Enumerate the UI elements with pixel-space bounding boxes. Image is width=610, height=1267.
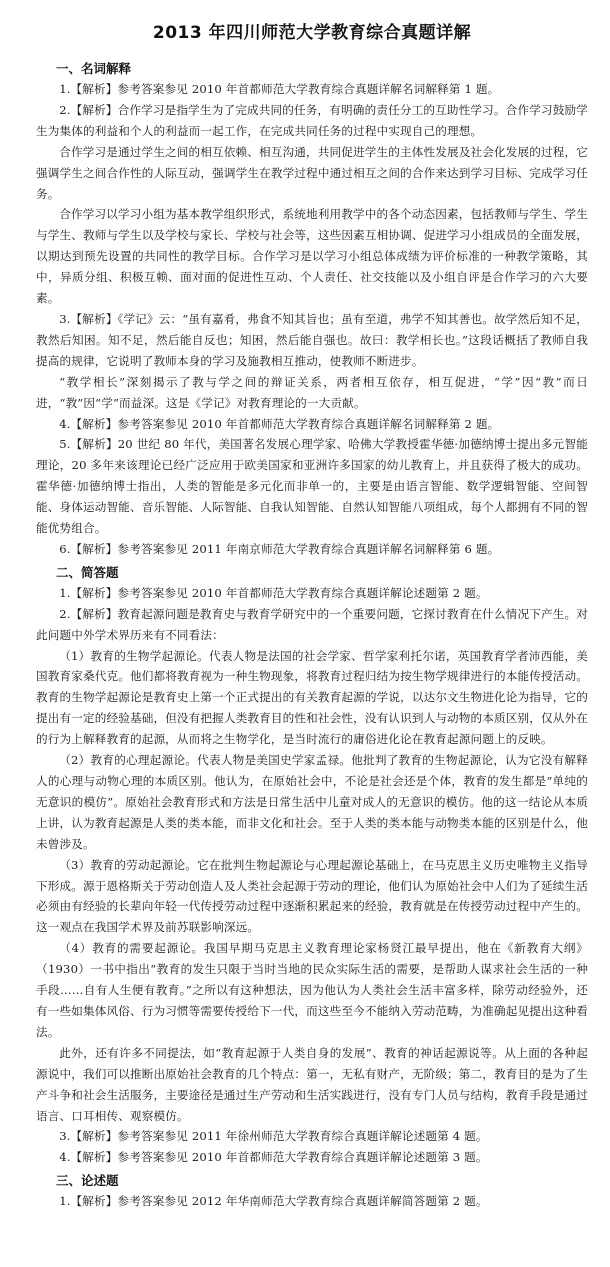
paragraph-text: 合作学习是指学生为了完成共同的任务，有明确的责任分工的互助性学习。合作学习鼓励学生为集体的利益和个人的利益而一起工作，在完成共同任务的过程中实现自己的理想。 xyxy=(36,102,588,138)
paragraph: 1.【解析】参考答案参见 2010 年首都师范大学教育综合真题详解名词解释第 1 题。 xyxy=(59,82,500,96)
paragraph-text: 《学记》云：“虽有嘉肴，弗食不知其旨也；虽有至道，弗学不知其善也。故学然后知不足，教然后知困。知不足，然后能自反也；知困，然后能自强也。故曰：教学相长也。”这段话概括了教师自我提高的规律，它说明了教师本身的学习及施教相互推动，使教师不断进步。 xyxy=(36,311,588,368)
paragraph: 4.【解析】参考答案参见 2010 年首都师范大学教育综合真题详解论述题第 3 题。 xyxy=(59,1150,488,1165)
paragraph: 4.【解析】参考答案参见 2010 年首都师范大学教育综合真题详解名词解释第 2 题。 xyxy=(59,416,500,431)
answer-label: 2.【解析】 xyxy=(59,102,118,117)
paragraph xyxy=(36,434,588,539)
paragraph-text: 教育起源问题是教育史与教育学研究中的一个重要问题，它探讨教育在什么情况下产生。对此问题中外学术界历来有不同看法： xyxy=(36,606,588,642)
answer-label: 3.【解析】 xyxy=(59,311,118,326)
paragraph xyxy=(36,100,588,142)
paragraph: 此外，还有许多不同提法，如“教育起源于人类自身的发展”、教育的神话起源说等。从上面的各种起源说中，我们可以推断出原始社会教育的几个特点：第一，无私有财产，无阶级；第二，教育目的是为了生产斗争和社会生活服务，主要途径是通过生产劳动和生活实践进行，没有专门人员与结构，教育手段是通过语言、口耳相传、观察模仿。 xyxy=(36,1045,588,1123)
paragraph: （2）教育的心理起源论。代表人物是美国史学家孟禄。他批判了教育的生物起源论，认为它没有解释人的心理与动物心理的本质区别。他认为，在原始社会中，不论是社会还是个体，教育的发生都是“单纯的无意识的模仿”。原始社会教育形式和方法是日常生活中儿童对成人的无意识的模仿。他的这一结论从本质上讲，认为教育起源是人类的类本能，而非文化和社会。至于人类的类本能与动物类本能的区别是什么，他未曾涉及。 xyxy=(36,753,588,851)
paragraph-text: 20 世纪 80 年代，美国著名发展心理学家、哈佛大学教授霍华德·加德纳博士提出多元智能理论，20 多年来该理论已经广泛应用于欧美国家和亚洲许多国家的幼儿教育上，并且获得了极大的成功。霍华德·加德纳博士指出，人类的智能是多元化而非单一的，主要是由语言智能、数学逻辑智能、空间智能、身体运动智能、音乐智能、人际智能、自我认知智能、自然认知智能八项组成，每个人都拥有不同的智能优势组合。 xyxy=(36,437,588,536)
section-heading-short-answer: 二、简答题 xyxy=(56,564,119,580)
paragraph xyxy=(36,309,588,372)
paragraph: （4）教育的需要起源论。我国早期马克思主义教育理论家杨贤江最早提出，他在《新教育大纲》（1930）一书中指出“教育的发生只限于当时当地的民众实际生活的需要，是帮助人谋求社会生活的一种手段……自有人生便有教育。”之所以有这种想法，因为他认为人类社会生活丰富多样，除劳动经验外，还有一些如集体风俗、行为习惯等需要传授给下一代，而这些至今不能纳入劳动范畴，为准确起见提出这种看法。 xyxy=(36,941,588,1039)
paragraph: 3.【解析】参考答案参见 2011 年徐州师范大学教育综合真题详解论述题第 4 题。 xyxy=(59,1129,488,1144)
paragraph xyxy=(36,604,588,646)
page-title: 2013 年四川师范大学教育综合真题详解 xyxy=(152,23,472,43)
paragraph: （1）教育的生物学起源论。代表人物是法国的社会学家、哲学家利托尔诺，英国教育学者沛西能，美国教育家桑代克。他们都将教育视为一种生物现象，将教育过程归结为按生物学规律进行的本能传授活动。教育的生物学起源论是教育史上第一个正式提出的有关教育起源的学说，以达尔文生物进化论为指导，它的提出有一定的经验基础，但没有把握人类教育目的性和社会性，没有认识到人与动物的本质区别，仅从外在的行为上解释教育的起源，从而将之生物学化，是当时流行的庸俗进化论在教育起源问题上的反映。 xyxy=(36,648,588,747)
section-heading-terms: 一、名词解释 xyxy=(56,61,132,76)
paragraph: 合作学习是通过学生之间的相互依赖、相互沟通，共同促进学生的主体性发展及社会化发展的过程，它强调学生之间合作性的人际互动，强调学生在教学过程中通过相互之间的合作来达到学习目标、完成学习任务。 xyxy=(36,144,588,201)
paragraph: 合作学习以学习小组为基本教学组织形式，系统地利用教学中的各个动态因素，包括教师与学生、学生与学生、教师与学生以及学校与家长、学校与社会等，这些因素互相协调、促进学习小组成员的全面发展，以期达到预先设置的共同性的教学目标。合作学习是以学习小组总体成绩为评价标准的一种教学策略，其中，异质分组、积极互赖、面对面的促进性互动、个人责任、社交技能以及小组自评是合作学习的六大要素。 xyxy=(36,207,588,306)
answer-label: 5.【解析】 xyxy=(59,437,118,452)
section-heading-essay: 三、论述题 xyxy=(56,1173,119,1189)
paragraph: “教学相长”深刻揭示了教与学之间的辩证关系，两者相互依存，相互促进，“学”因“教”而日进，“教”因“学”而益深。这是《学记》对教育理论的一大贡献。 xyxy=(36,374,588,410)
answer-label: 2.【解析】 xyxy=(59,606,118,621)
paragraph: 6.【解析】参考答案参见 2011 年南京师范大学教育综合真题详解名词解释第 6 题。 xyxy=(59,541,500,556)
paragraph: 1.【解析】参考答案参见 2010 年首都师范大学教育综合真题详解论述题第 2 题。 xyxy=(59,585,488,600)
paragraph: （3）教育的劳动起源论。它在批判生物起源论与心理起源论基础上，在马克思主义历史唯物主义指导下形成。源于恩格斯关于劳动创造人及人类社会起源于劳动的理论，他们认为原始社会中人们为了延续生活必须由有经验的长辈向年轻一代传授劳动过程中逐渐积累起来的经验，教育就是在传授劳动过程中产生的。这一观点在我国学术界及前苏联影响深远。 xyxy=(36,857,588,935)
paragraph: 1.【解析】参考答案参见 2012 年华南师范大学教育综合真题详解简答题第 2 题。 xyxy=(59,1194,488,1209)
